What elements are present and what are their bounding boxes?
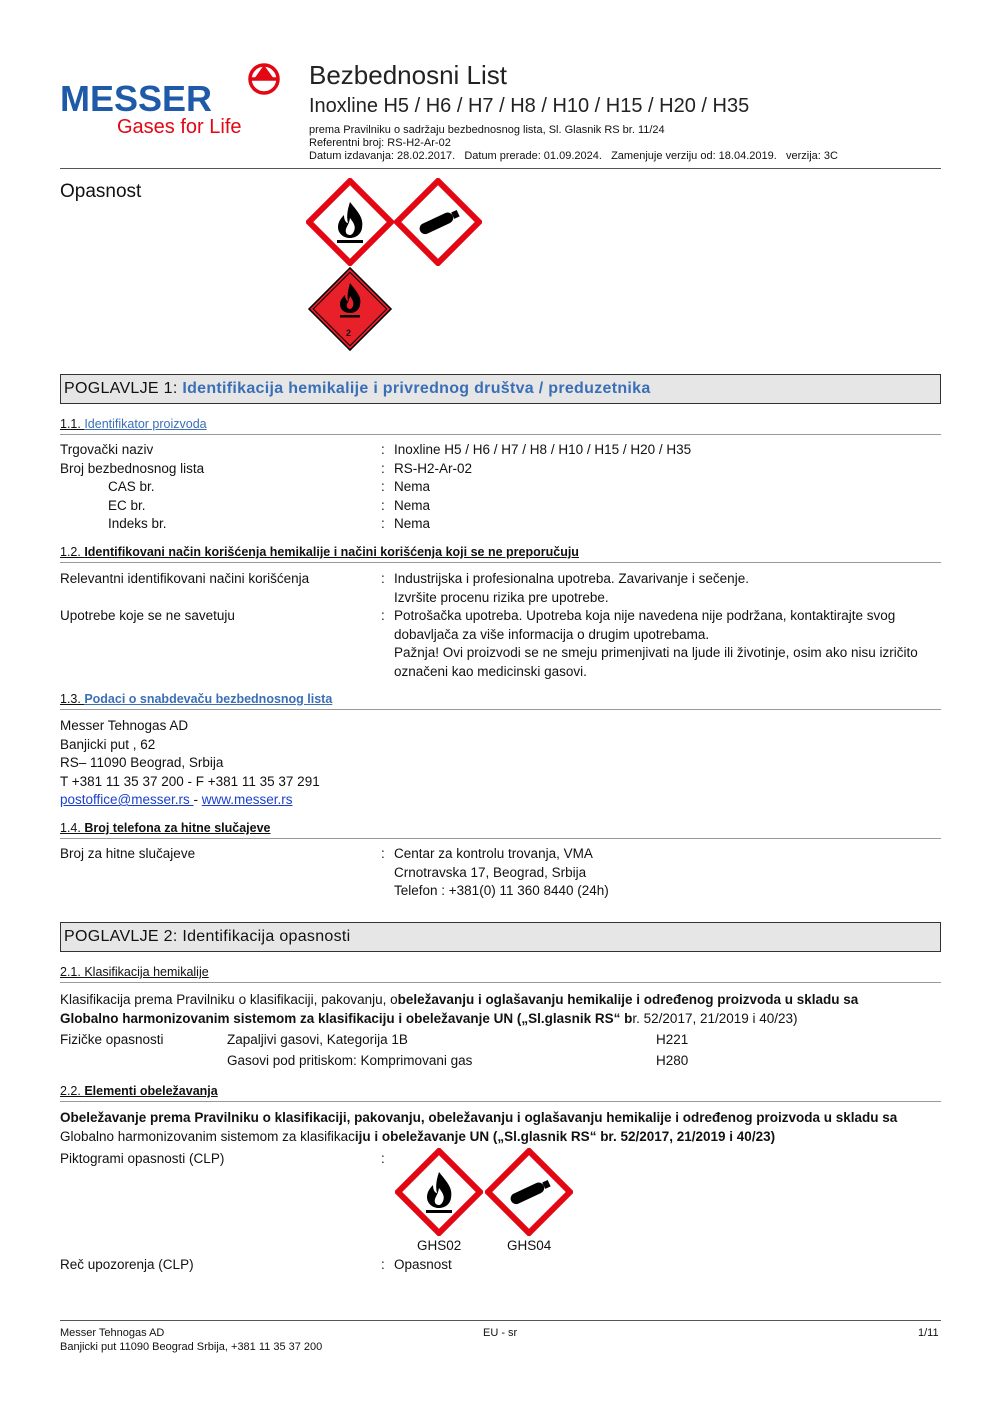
subsection-1-2-heading [60, 545, 579, 559]
trade-name-value: Inoxline H5 / H6 / H7 / H8 / H10 / H15 / H20 / H35 [394, 442, 692, 457]
product-name: Inoxline H5 / H6 / H7 / H8 / H10 / H15 / H20 / H35 [309, 95, 750, 117]
classification-text-part: r. 52/2017, 21/2019 i 40/23) [632, 1011, 798, 1026]
subsection-2-1-title: Klasifikacija hemikalije [84, 965, 209, 979]
footer-address: Banjicki put 11090 Beograd Srbija, +381 11 35 37 200 [60, 1341, 323, 1353]
pictograms-label: Piktogrami opasnosti (CLP) [60, 1151, 225, 1166]
ghs04-gas-cylinder-icon [485, 1148, 573, 1236]
ghs02-code: GHS02 [417, 1238, 462, 1253]
transport-class-number: 2 [346, 328, 352, 338]
brand-name: MESSER [60, 78, 213, 119]
colon: : [381, 498, 385, 513]
section-2-prefix: POGLAVLJE 2: [64, 928, 183, 945]
subsection-2-1-divider [60, 982, 941, 983]
supplier-name: Messer Tehnogas AD [60, 718, 189, 733]
subsection-2-1-heading [60, 965, 209, 979]
footer-page-number: 1/11 [918, 1327, 939, 1339]
hazard-code: H221 [656, 1032, 689, 1047]
subsection-1-4-title: Broj telefona za hitne slučajeve [84, 821, 271, 835]
ec-value: Nema [394, 498, 431, 513]
section-1-header [60, 374, 941, 404]
emergency-value [394, 845, 609, 901]
supplier-email-link[interactable]: postoffice@messer.rs [60, 792, 194, 807]
subsection-2-2-title: Elementi obeležavanja [84, 1084, 218, 1098]
emergency-line: Telefon : +381(0) 11 360 8440 (24h) [394, 883, 609, 898]
uses-value [394, 570, 749, 607]
supplier-street: Banjicki put , 62 [60, 736, 156, 752]
uses-line: Industrijska i profesionalna upotreba. Zavarivanje i sečenje. [394, 571, 749, 586]
dates-line: Datum izdavanja: 28.02.2017. Datum prerade: 01.09.2024. Zamenjuje verziju od: 18.04.2019. verzija: 3C [309, 150, 838, 162]
supplier-city: RS– 11090 Beograd, Srbija [60, 755, 224, 770]
hazard-name: Gasovi pod pritiskom: Komprimovani gas [227, 1053, 473, 1068]
supplier-block [60, 717, 320, 810]
sds-number-value: RS-H2-Ar-02 [394, 461, 473, 476]
section-2-header [60, 922, 941, 952]
subsection-1-3-divider [60, 709, 941, 710]
advised-line: Pažnja! Ovi proizvodi se ne smeju primenjivati na ljude ili životinje, osim ako nisu izričito [394, 645, 918, 660]
sds-number-label: Broj bezbednosnog lista [60, 461, 205, 476]
regulation-line: prema Pravilniku o sadržaju bezbednosnog lista, Sl. Glasnik RS br. 11/24 [309, 124, 665, 136]
subsection-1-4-heading [60, 821, 271, 835]
subsection-1-1-heading [60, 417, 207, 431]
classification-text [60, 990, 941, 1028]
index-label: Indeks br. [108, 516, 167, 531]
subsection-1-2-title: Identifikovani način korišćenja hemikalije i načini korišćenja koji se ne preporučuju [84, 545, 579, 559]
subsection-1-2-number: 1.2. [60, 545, 85, 559]
classification-text-part: beležavanju i oglašavanju hemikalije i određenog proizvoda u skladu sa [397, 992, 859, 1007]
ghs04-code: GHS04 [507, 1238, 552, 1253]
emergency-label: Broj za hitne slučajeve [60, 846, 196, 861]
reference-line: Referentni broj: RS-H2-Ar-02 [309, 137, 451, 149]
emergency-line: Crnotravska 17, Beograd, Srbija [394, 864, 587, 880]
ghs02-flame-icon [395, 1148, 483, 1236]
colon: : [381, 461, 385, 476]
advised-line: dobavljača za više informacija o drugim upotrebama. [394, 626, 710, 642]
supplier-website-link[interactable]: www.messer.rs [201, 792, 293, 807]
subsection-1-4-divider [60, 838, 941, 839]
colon: : [381, 479, 385, 494]
subsection-1-3-heading [60, 692, 332, 706]
uses-label: Relevantni identifikovani načini korišćenja [60, 571, 310, 586]
subsection-1-3-title[interactable]: Podaci o snabdevaču bezbednosnog lista [84, 692, 333, 706]
document-title: Bezbednosni List [309, 60, 508, 90]
subsection-1-1-divider [60, 434, 941, 435]
section-2-title: Identifikacija opasnosti [182, 928, 351, 945]
advised-against-value [394, 607, 918, 681]
link-separator: - [193, 792, 202, 807]
footer-divider [60, 1320, 941, 1321]
hazard-name: Zapaljivi gasovi, Kategorija 1B [227, 1032, 408, 1047]
physical-hazards-label: Fizičke opasnosti [60, 1032, 164, 1047]
colon: : [381, 846, 385, 861]
header-divider [60, 168, 941, 169]
subsection-1-1-title[interactable]: Identifikator proizvoda [84, 417, 207, 431]
colon: : [381, 1257, 385, 1272]
advised-line: Potrošačka upotreba. Upotreba koja nije navedena nije podržana, kontaktirajte svog [394, 608, 896, 623]
subsection-1-1-number: 1.1. [60, 417, 85, 431]
footer-locale: EU - sr [483, 1327, 518, 1339]
flame-pictogram-icon [306, 178, 394, 266]
cas-label: CAS br. [108, 479, 155, 494]
trade-name-label: Trgovački naziv [60, 442, 154, 457]
footer-company-block [60, 1326, 322, 1354]
supplier-contact-links [60, 791, 320, 810]
subsection-1-4-number: 1.4. [60, 821, 85, 835]
uses-line: Izvršite procenu rizika pre upotrebe. [394, 589, 609, 605]
brand-tagline: Gases for Life [117, 116, 242, 138]
subsection-2-2-number: 2.2. [60, 1084, 85, 1098]
signal-word: Opasnost [60, 181, 142, 202]
labelling-text [60, 1108, 941, 1146]
labelling-text-part: Globalno harmonizovanim sistemom za klasifikac [60, 1129, 355, 1144]
labelling-text-part: iju i obeležavanje UN („Sl.glasnik RS“ br. 52/2017, 21/2019 i 40/23) [354, 1129, 776, 1144]
colon: : [381, 1151, 385, 1166]
supplier-phone: T +381 11 35 37 200 - F +381 11 35 37 291 [60, 773, 320, 789]
section-1-title: Identifikacija hemikalije i privrednog društva / preduzetnika [182, 380, 651, 397]
subsection-1-2-divider [60, 562, 941, 563]
labelling-text-part: Obeležavanje prema Pravilniku o klasifikaciji, pakovanju, obeležavanju i oglašavanju hemikalije i određenog proizvoda u skladu sa [60, 1110, 898, 1125]
signal-word-label: Reč upozorenja (CLP) [60, 1257, 194, 1272]
gas-cylinder-pictogram-icon [394, 178, 482, 266]
classification-text-part: Globalno harmonizovanim sistemom za klasifikaciju i obeležavanje UN („Sl.glasnik RS“ b [60, 1011, 633, 1026]
cas-value: Nema [394, 479, 431, 494]
hazard-code: H280 [656, 1053, 689, 1068]
colon: : [381, 608, 385, 623]
index-value: Nema [394, 516, 431, 531]
advised-line: označeni kao medicinski gasovi. [394, 663, 587, 679]
transport-flammable-gas-label-icon [306, 265, 394, 353]
subsection-2-2-divider [60, 1101, 941, 1102]
signal-word-value: Opasnost [394, 1257, 452, 1272]
section-1-prefix: POGLAVLJE 1: [64, 380, 183, 397]
colon: : [381, 571, 385, 586]
colon: : [381, 442, 385, 457]
colon: : [381, 516, 385, 531]
subsection-2-2-heading [60, 1084, 218, 1098]
ec-label: EC br. [108, 498, 146, 513]
footer-company: Messer Tehnogas AD [60, 1327, 165, 1339]
emergency-line: Centar za kontrolu trovanja, VMA [394, 846, 593, 861]
subsection-1-3-number: 1.3. [60, 692, 85, 706]
subsection-2-1-number: 2.1. [60, 965, 85, 979]
classification-text-part: Klasifikacija prema Pravilniku o klasifikaciji, pakovanju, o [60, 992, 398, 1007]
advised-against-label: Upotrebe koje se ne savetuju [60, 608, 235, 623]
